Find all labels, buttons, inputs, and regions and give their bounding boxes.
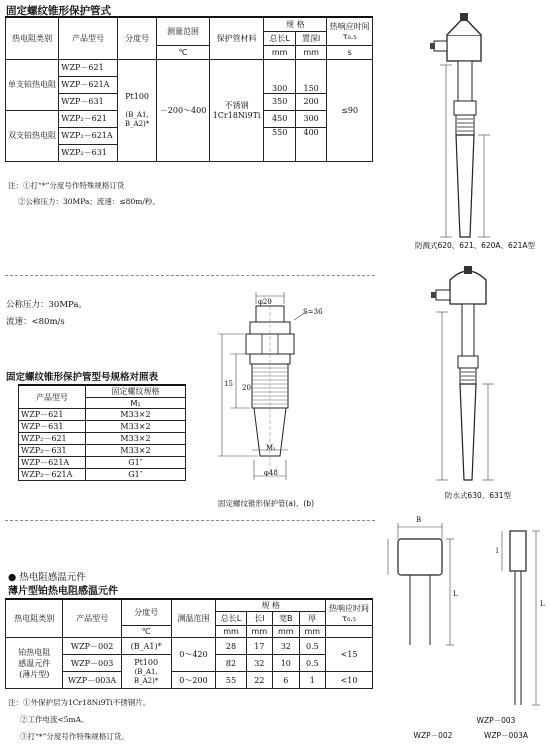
table-row-model: WZP₂－621 bbox=[19, 433, 86, 445]
total-value: 55 bbox=[216, 672, 246, 689]
material-cell: 不锈钢 1Cr18Ni9Ti bbox=[209, 59, 264, 161]
dim-d48: φ48 bbox=[264, 469, 278, 477]
total-value: 28 bbox=[216, 638, 246, 655]
dim-b: B bbox=[416, 516, 422, 524]
table-row-model: WZP－621A bbox=[19, 457, 86, 469]
bullet-heading: ● 热电阻感温元件 bbox=[8, 572, 86, 583]
dim-m1: M₁ bbox=[266, 444, 276, 452]
table-row-model: WZP－621A bbox=[59, 76, 118, 93]
thread-value: M33×2 bbox=[86, 433, 186, 445]
thick-value: 1 bbox=[299, 672, 325, 689]
grad-cell: Pt100 (B_A1, B_A2)* bbox=[117, 59, 157, 161]
grad-unit: ℃ bbox=[121, 626, 171, 638]
length-value: 17 bbox=[246, 638, 272, 655]
thick-value: 0.5 bbox=[299, 638, 325, 655]
depth-value: 150 bbox=[295, 59, 326, 93]
note-1: 注：①外保护层为1Cr18Ni9Ti不锈钢片。 bbox=[8, 698, 151, 707]
col-response: 热响应时间 τ₀.₅ bbox=[326, 599, 373, 626]
depth-value: 400 bbox=[295, 127, 326, 161]
width-value: 6 bbox=[273, 672, 299, 689]
figure-caption-waterproof: 防水式630、631型 bbox=[444, 491, 512, 500]
thin-film-elements-drawing bbox=[380, 515, 550, 715]
dim-l-upper: L bbox=[453, 590, 458, 598]
response-value: <10 bbox=[326, 672, 373, 689]
note-2: ②工作电流<5mA。 bbox=[20, 715, 89, 724]
note-1: 注：①打“*”分度号作特殊规格订货 bbox=[8, 181, 125, 190]
divider bbox=[5, 520, 375, 521]
width-value: 32 bbox=[273, 638, 299, 655]
pressure-text: 公称压力：30MPa。 bbox=[6, 300, 87, 310]
dim-s36: S=36 bbox=[303, 308, 323, 316]
tapered-tube-drawing bbox=[210, 290, 330, 490]
spec-table-tapered bbox=[5, 16, 373, 162]
table-row-model: WZP－002 bbox=[63, 638, 121, 655]
table-row-model: WZP－621 bbox=[59, 59, 118, 76]
col-response: 热响应时间 τ₀.₅ bbox=[327, 17, 373, 45]
note-3: ③打“*”分度号作特殊规格订货。 bbox=[20, 732, 129, 741]
col-length: 长l bbox=[246, 612, 272, 626]
range-unit: ℃ bbox=[157, 45, 209, 59]
range-value: 0～420 bbox=[171, 638, 216, 672]
splashproof-sensor-drawing bbox=[410, 5, 540, 245]
thick-value: 0.5 bbox=[299, 655, 325, 672]
col-model: 产品型号 bbox=[19, 385, 86, 409]
dim-20: 20 bbox=[242, 384, 251, 392]
col-spec: 规 格 bbox=[216, 599, 326, 612]
len-value: 300 bbox=[264, 59, 295, 93]
table-row-model: WZP₂－621A bbox=[19, 469, 86, 481]
section-title-tapered-thread: 固定螺纹锥形保护管式 bbox=[6, 5, 111, 17]
col-insert-depth: 置深l bbox=[295, 31, 326, 45]
col-thread-sym: M₁ bbox=[86, 398, 186, 409]
table-row-model: WZP－631 bbox=[59, 93, 118, 110]
depth-value: 200 bbox=[295, 93, 326, 110]
range-cell: －200～400 bbox=[157, 59, 209, 161]
col-range: 测量范围 bbox=[157, 17, 209, 45]
caption-wzp003a: WZP－003A bbox=[483, 731, 529, 740]
figure-caption-splashproof: 防溅式620、621、620A、621A型 bbox=[414, 241, 536, 250]
group-single: 单支铂热电阻 bbox=[6, 59, 59, 110]
thread-spec-table bbox=[18, 384, 186, 481]
unit-mm: mm bbox=[273, 626, 299, 638]
length-value: 22 bbox=[246, 672, 272, 689]
unit-mm: mm bbox=[299, 626, 325, 638]
table-row-model: WZP₂－621A bbox=[59, 127, 118, 144]
unit-mm: mm bbox=[246, 626, 272, 638]
col-width: 宽B bbox=[273, 612, 299, 626]
col-model: 产品型号 bbox=[59, 17, 118, 59]
col-grad: 分度号 bbox=[117, 17, 157, 59]
col-thread-spec: 固定螺纹规格 bbox=[86, 385, 186, 398]
note-2: ②公称压力：30MPa；流速：≤80m/秒。 bbox=[18, 197, 160, 206]
flow-text: 流速：<80m/s bbox=[6, 317, 65, 327]
grad-value: (B_A1)* bbox=[121, 638, 171, 655]
dim-15: 15 bbox=[224, 380, 233, 388]
caption-wzp002: WZP－002 bbox=[413, 731, 453, 740]
table-row-model: WZP₂－631 bbox=[19, 445, 86, 457]
len-value: 350 bbox=[264, 93, 295, 110]
len-value: 450 bbox=[264, 110, 295, 127]
dim-d20: φ20 bbox=[258, 298, 272, 306]
col-range: 测温范围 bbox=[171, 599, 216, 638]
drawing-caption: 固定螺纹锥形保护管(a)、(b) bbox=[217, 499, 315, 508]
depth-value: 300 bbox=[295, 110, 326, 127]
range-value: 0～200 bbox=[171, 672, 216, 689]
table-row-model: WZP－631 bbox=[19, 421, 86, 433]
unit-s: s bbox=[327, 45, 373, 59]
table-row-model: WZP－621 bbox=[19, 409, 86, 421]
table-row-model: WZP₂－631 bbox=[59, 144, 118, 161]
col-material: 保护管材料 bbox=[209, 17, 264, 59]
unit-mm: mm bbox=[295, 45, 326, 59]
col-total: 总长L bbox=[216, 612, 246, 626]
length-value: 32 bbox=[246, 655, 272, 672]
col-grad: 分度号 bbox=[121, 599, 171, 626]
divider bbox=[5, 275, 375, 276]
thin-film-table bbox=[5, 598, 373, 689]
waterproof-sensor-drawing bbox=[410, 262, 540, 492]
table-row-model: WZP₂－621 bbox=[59, 110, 118, 127]
col-type: 热电阻类别 bbox=[6, 17, 59, 59]
unit-mm: mm bbox=[216, 626, 246, 638]
type-cell: 铂热电阻 感温元件 (薄片型) bbox=[6, 638, 63, 689]
col-spec: 规 格 bbox=[264, 17, 327, 31]
col-model: 产品型号 bbox=[63, 599, 121, 638]
grad-value: Pt100 (B_A1, B_A2)* bbox=[121, 655, 171, 689]
thread-value: M33×2 bbox=[86, 409, 186, 421]
table-row-model: WZP－003A bbox=[63, 672, 121, 689]
section-title-thread-spec: 固定螺纹锥形保护管型号规格对照表 bbox=[6, 372, 159, 383]
unit-blank bbox=[326, 626, 373, 638]
unit-mm: mm bbox=[264, 45, 295, 59]
col-total-len: 总长L bbox=[264, 31, 295, 45]
response-value: <15 bbox=[326, 638, 373, 672]
col-thick: 厚 bbox=[299, 612, 325, 626]
response-cell: ≤90 bbox=[327, 59, 373, 161]
dim-l-right: L bbox=[540, 600, 545, 608]
width-value: 10 bbox=[273, 655, 299, 672]
group-double: 双支铂热电阻 bbox=[6, 110, 59, 161]
thread-value: M33×2 bbox=[86, 445, 186, 457]
table-row-model: WZP－003 bbox=[63, 655, 121, 672]
col-type: 热电阻类别 bbox=[6, 599, 63, 638]
thread-value: G1″ bbox=[86, 469, 186, 481]
len-value: 550 bbox=[264, 127, 295, 161]
thread-value: G1″ bbox=[86, 457, 186, 469]
section-title-thin-film: 薄片型铂热电阻感温元件 bbox=[8, 586, 118, 597]
thread-value: M33×2 bbox=[86, 421, 186, 433]
total-value: 82 bbox=[216, 655, 246, 672]
dim-small-l: l bbox=[496, 547, 499, 555]
caption-wzp003: WZP－003 bbox=[476, 716, 516, 725]
